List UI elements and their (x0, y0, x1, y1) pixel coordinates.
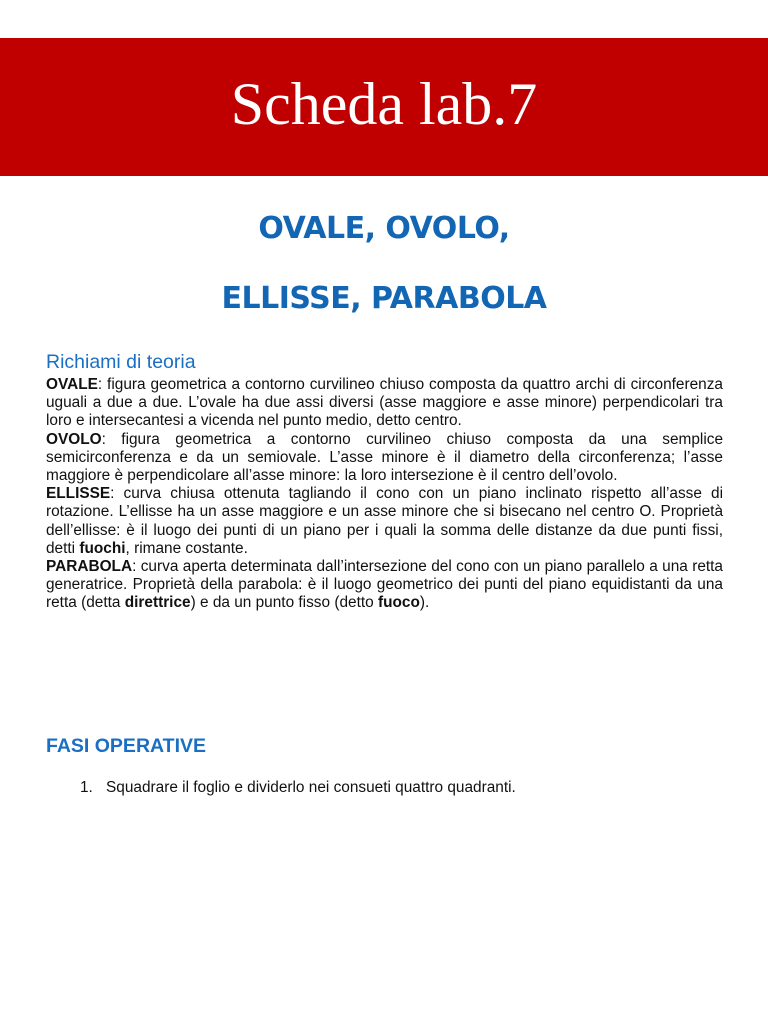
step-text: Squadrare il foglio e dividerlo nei consueti quattro quadranti. (106, 779, 516, 796)
title-banner (0, 38, 768, 176)
theory-text (46, 376, 723, 613)
ellisse-fuochi: fuochi (79, 539, 126, 557)
main-title-line2: ELLISSE, PARABOLA (221, 281, 547, 316)
parabola-direttrice: direttrice (124, 594, 191, 612)
banner-title: Scheda lab.7 (230, 71, 538, 137)
ovale-paragraph (46, 376, 723, 431)
ovale-term: OVALE (46, 376, 98, 393)
ellisse-definition: : curva chiusa ottenuta tagliando il cono con un piano inclinato rispetto all’asse di rotazione. L’ellisse ha un asse maggiore e un asse minore che si bisecano nel centro O. Proprietà dell’ellisse: è il luogo dei punti di un piano per i quali la somma delle distanze da due punti fissi, detti (46, 485, 723, 557)
parabola-fuoco: fuoco (377, 594, 420, 612)
parabola-definition-end: ). (419, 594, 430, 612)
ovale-definition: : figura geometrica a contorno curvilineo chiuso composta da quattro archi di circonferenza uguali a due a due. L’ovale ha due assi diversi (asse maggiore e asse minore) perpendicolari tra loro e intersecantesi a vicenda nel punto medio, detto centro. (46, 376, 723, 430)
fasi-heading: FASI OPERATIVE (46, 735, 206, 757)
parabola-definition: : curva aperta determinata dall’intersezione del cono con un piano parallelo a una retta generatrice. Proprietà della parabola: è il luogo geometrico dei punti del piano equidistanti da una retta (detta (46, 558, 723, 612)
main-title-line1: OVALE, OVOLO, (258, 211, 510, 246)
ovolo-definition: : figura geometrica a contorno curvilineo chiuso composta da una semplice semicirconferenza e da un semiovale. L’asse minore è il diametro della circonferenza; l’asse maggiore è perpendicolare all’asse minore: la loro intersezione è il centro dell’ovolo. (46, 430, 723, 485)
steps-list (80, 779, 516, 797)
theory-heading: Richiami di teoria (46, 351, 196, 373)
parabola-term: PARABOLA (46, 558, 133, 576)
ellisse-definition-end: , rimane costante. (125, 539, 248, 557)
list-item (80, 779, 516, 797)
ovolo-paragraph (46, 431, 723, 486)
step-number: 1. (80, 779, 93, 796)
ellisse-term: ELLISSE (46, 485, 111, 503)
ellisse-paragraph (46, 485, 723, 558)
parabola-paragraph (46, 558, 723, 613)
parabola-definition-mid: ) e da un punto fisso (detto (190, 594, 378, 612)
ovolo-term: OVOLO (46, 430, 102, 448)
